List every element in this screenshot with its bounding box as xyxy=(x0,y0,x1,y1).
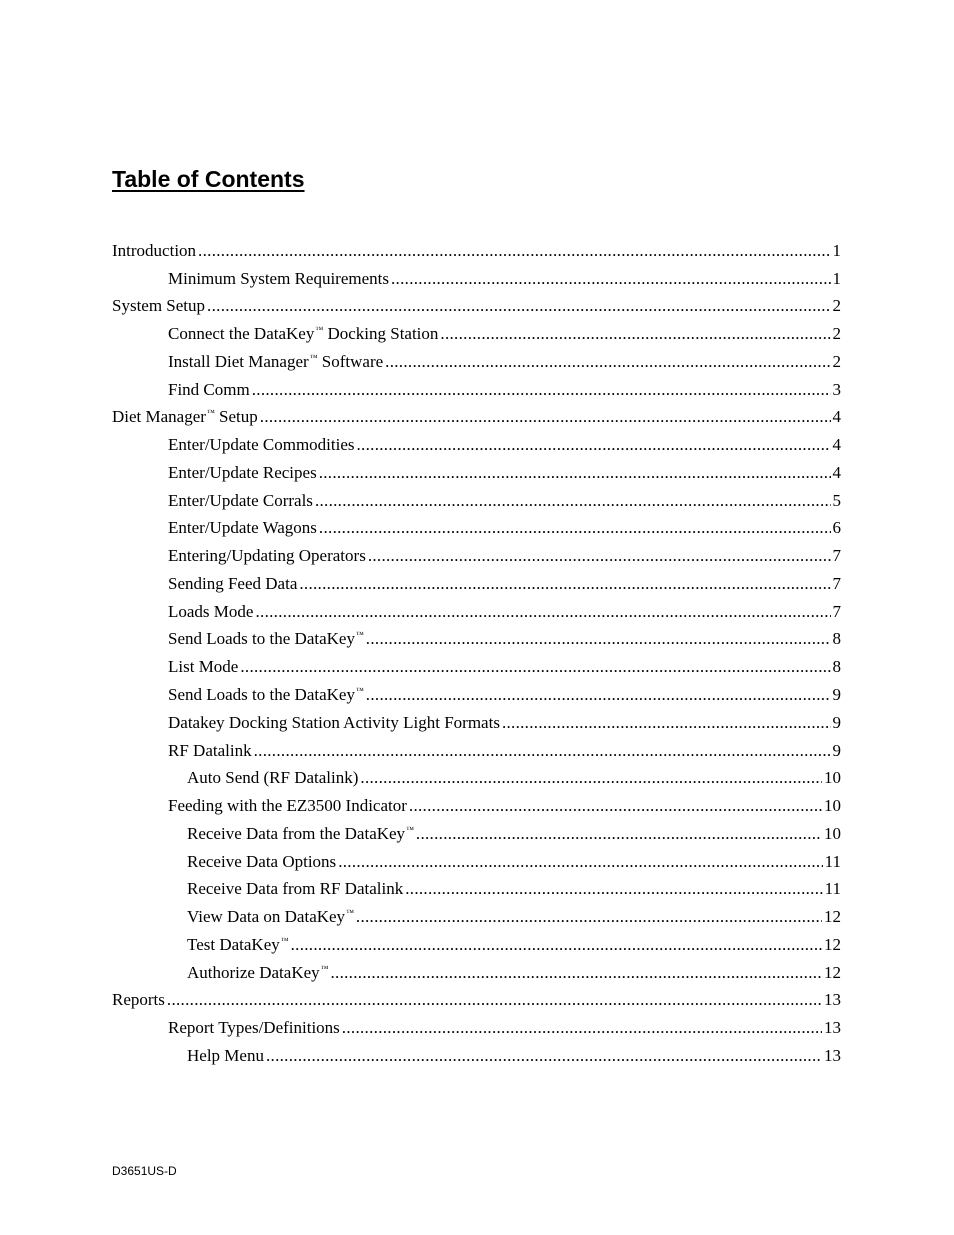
toc-entry-label xyxy=(168,629,364,649)
toc-entry[interactable] xyxy=(112,927,841,955)
trademark-mark: ™ xyxy=(280,935,289,945)
toc-entry-title: Sending Feed Data xyxy=(168,573,298,593)
toc-entry-label xyxy=(168,269,389,289)
trademark-mark: ™ xyxy=(206,408,215,418)
toc-entry-title: Reports xyxy=(112,990,165,1010)
toc-entry-page-number: 1 xyxy=(832,240,841,260)
toc-entry-title: Send Loads to the DataKey xyxy=(168,629,355,649)
toc-entry-title: Install Diet Manager xyxy=(168,351,309,371)
toc-entry-page-number: 12 xyxy=(824,934,841,954)
toc-entry-title-suffix: Setup xyxy=(214,407,258,427)
toc-entry-page-number: 3 xyxy=(832,379,841,399)
toc-entry-title: Receive Data from RF Datalink xyxy=(187,879,404,899)
toc-entry-title: Loads Mode xyxy=(168,601,254,621)
dot-leader xyxy=(342,1018,822,1038)
toc-entry-title: Report Types/Definitions xyxy=(168,1018,340,1038)
dot-leader xyxy=(338,852,822,872)
toc-entry-page-number: 10 xyxy=(824,823,841,843)
dot-leader xyxy=(356,907,822,927)
toc-entry-label xyxy=(187,963,328,983)
toc-entry[interactable] xyxy=(112,899,841,927)
toc-entry-title: Help Menu xyxy=(187,1045,264,1065)
dot-leader xyxy=(440,324,830,344)
toc-entry-title: System Setup xyxy=(112,296,206,316)
toc-entry-label xyxy=(187,1046,264,1066)
toc-entry[interactable] xyxy=(112,427,841,455)
toc-entry[interactable] xyxy=(112,649,841,677)
toc-entry-page-number: 11 xyxy=(824,879,841,899)
toc-entry-title: Enter/Update Recipes xyxy=(168,462,317,482)
toc-entry-title-suffix: Software xyxy=(317,351,384,371)
toc-entry-title: Send Loads to the DataKey xyxy=(168,685,355,705)
toc-entry[interactable] xyxy=(112,844,841,872)
toc-entry-label xyxy=(168,380,250,400)
toc-entry-page-number: 2 xyxy=(832,296,841,316)
dot-leader xyxy=(254,741,831,761)
dot-leader xyxy=(368,546,831,566)
toc-entry-label xyxy=(168,324,438,344)
toc-entry-page-number: 10 xyxy=(824,796,841,816)
toc-entry-page-number: 5 xyxy=(832,490,841,510)
dot-leader xyxy=(391,269,831,289)
toc-entry[interactable] xyxy=(112,761,841,789)
toc-entry-page-number: 4 xyxy=(832,435,841,455)
dot-leader xyxy=(255,602,830,622)
toc-entry-page-number: 9 xyxy=(832,740,841,760)
toc-entry-title: Auto Send (RF Datalink) xyxy=(187,768,359,788)
trademark-mark: ™ xyxy=(346,908,354,918)
toc-entry-title: RF Datalink xyxy=(168,740,252,760)
toc-entry-label xyxy=(168,657,238,677)
toc-entry-label xyxy=(112,407,258,427)
page-title: Table of Contents xyxy=(112,166,305,192)
toc-entry-title: Feeding with the EZ3500 Indicator xyxy=(168,796,407,816)
dot-leader xyxy=(330,963,822,983)
dot-leader xyxy=(405,879,822,899)
toc-entry-label xyxy=(187,907,354,927)
toc-entry-page-number: 12 xyxy=(824,962,841,982)
toc-entry-page-number: 7 xyxy=(832,601,841,621)
toc-entry-page-number: 8 xyxy=(832,657,841,677)
toc-entry-label xyxy=(187,852,336,872)
toc-entry-page-number: 13 xyxy=(824,990,841,1010)
dot-leader xyxy=(252,380,831,400)
toc-entry-label xyxy=(168,741,252,761)
toc-entry-label xyxy=(168,352,383,372)
toc-entry[interactable] xyxy=(112,372,841,400)
toc-entry-page-number: 13 xyxy=(824,1018,841,1038)
toc-entry[interactable] xyxy=(112,788,841,816)
dot-leader xyxy=(266,1046,822,1066)
toc-entry-label xyxy=(112,241,196,261)
dot-leader xyxy=(357,435,831,455)
toc-entry[interactable] xyxy=(112,400,841,428)
toc-entry-page-number: 2 xyxy=(832,351,841,371)
toc-entry-title: Test DataKey xyxy=(187,934,280,954)
toc-entry-title: Minimum System Requirements xyxy=(168,268,389,288)
dot-leader xyxy=(291,935,822,955)
toc-entry-page-number: 9 xyxy=(832,685,841,705)
dot-leader xyxy=(502,713,831,733)
dot-leader xyxy=(319,463,831,483)
dot-leader xyxy=(366,685,831,705)
toc-entry-label xyxy=(168,602,253,622)
toc-entry-title: Introduction xyxy=(112,240,197,260)
toc-entry[interactable] xyxy=(112,511,841,539)
toc-entry-title: Receive Data from the DataKey xyxy=(187,823,406,843)
toc-entry-label xyxy=(168,1018,340,1038)
toc-entry-page-number: 7 xyxy=(832,573,841,593)
toc-entry-label xyxy=(112,990,165,1010)
dot-leader xyxy=(409,796,822,816)
toc-entry-label xyxy=(112,296,205,316)
toc-entry-label xyxy=(187,935,289,955)
toc-entry[interactable] xyxy=(112,733,841,761)
trademark-mark: ™ xyxy=(320,963,329,973)
toc-entry-title: Receive Data Options xyxy=(187,851,337,871)
toc-entry-page-number: 7 xyxy=(832,546,841,566)
toc-entry-label xyxy=(168,685,364,705)
toc-entry[interactable] xyxy=(112,816,841,844)
toc-entry-title: Entering/Updating Operators xyxy=(168,546,366,566)
toc-entry-page-number: 10 xyxy=(824,768,841,788)
dot-leader xyxy=(207,296,830,316)
dot-leader xyxy=(315,491,831,511)
toc-entry-page-number: 9 xyxy=(832,712,841,732)
toc-entry[interactable] xyxy=(112,289,841,317)
dot-leader xyxy=(260,407,831,427)
trademark-mark: ™ xyxy=(315,325,324,335)
dot-leader xyxy=(240,657,830,677)
toc-entry-label xyxy=(187,824,414,844)
toc-entry-label xyxy=(187,768,358,788)
toc-entry-title: Diet Manager xyxy=(112,407,206,427)
toc-entry-title: Enter/Update Corrals xyxy=(168,490,313,510)
toc-entry-page-number: 6 xyxy=(832,518,841,538)
toc-entry[interactable] xyxy=(112,983,841,1011)
toc-entry[interactable] xyxy=(112,1038,841,1066)
toc-entry-title: Find Comm xyxy=(168,379,250,399)
toc-entry-label xyxy=(168,796,407,816)
dot-leader xyxy=(167,990,822,1010)
table-of-contents xyxy=(112,233,841,1066)
document-code: D3651US-D xyxy=(112,1164,177,1178)
toc-entry[interactable] xyxy=(112,261,841,289)
toc-entry-page-number: 4 xyxy=(832,407,841,427)
trademark-mark: ™ xyxy=(355,686,364,696)
toc-entry-label xyxy=(168,463,317,483)
toc-entry[interactable] xyxy=(112,344,841,372)
toc-entry[interactable] xyxy=(112,677,841,705)
toc-entry-label xyxy=(168,546,366,566)
toc-entry[interactable] xyxy=(112,566,841,594)
toc-entry[interactable] xyxy=(112,622,841,650)
toc-entry-label xyxy=(168,491,313,511)
toc-entry-label xyxy=(168,435,355,455)
dot-leader xyxy=(319,518,831,538)
trademark-mark: ™ xyxy=(406,824,414,834)
toc-entry-label xyxy=(168,574,297,594)
toc-entry-title: Authorize DataKey xyxy=(187,962,320,982)
toc-entry-page-number: 4 xyxy=(832,462,841,482)
dot-leader xyxy=(360,768,822,788)
toc-entry-page-number: 2 xyxy=(832,324,841,344)
toc-entry[interactable] xyxy=(112,316,841,344)
dot-leader xyxy=(366,629,831,649)
toc-entry[interactable] xyxy=(112,538,841,566)
dot-leader xyxy=(385,352,830,372)
toc-entry-title: Connect the DataKey xyxy=(168,324,315,344)
toc-entry-title: Enter/Update Commodities xyxy=(168,435,355,455)
toc-entry[interactable] xyxy=(112,872,841,900)
toc-entry-title: View Data on DataKey xyxy=(187,907,346,927)
toc-entry-title: List Mode xyxy=(168,657,239,677)
toc-entry-page-number: 1 xyxy=(832,268,841,288)
toc-entry[interactable] xyxy=(112,705,841,733)
toc-entry-page-number: 13 xyxy=(824,1045,841,1065)
dot-leader xyxy=(299,574,830,594)
toc-entry-label xyxy=(187,879,403,899)
trademark-mark: ™ xyxy=(309,352,318,362)
toc-entry-page-number: 11 xyxy=(824,851,841,871)
toc-entry-label xyxy=(168,518,317,538)
toc-entry[interactable] xyxy=(112,483,841,511)
toc-entry[interactable] xyxy=(112,1010,841,1038)
toc-entry-page-number: 8 xyxy=(832,629,841,649)
toc-entry-page-number: 12 xyxy=(824,907,841,927)
toc-entry[interactable] xyxy=(112,955,841,983)
toc-entry[interactable] xyxy=(112,455,841,483)
toc-entry[interactable] xyxy=(112,594,841,622)
toc-entry[interactable] xyxy=(112,233,841,261)
toc-entry-label xyxy=(168,713,500,733)
dot-leader xyxy=(416,824,822,844)
dot-leader xyxy=(198,241,830,261)
toc-entry-title-suffix: Docking Station xyxy=(323,324,439,344)
trademark-mark: ™ xyxy=(355,630,364,640)
toc-entry-title: Enter/Update Wagons xyxy=(168,518,317,538)
toc-entry-title: Datakey Docking Station Activity Light Formats xyxy=(168,712,500,732)
